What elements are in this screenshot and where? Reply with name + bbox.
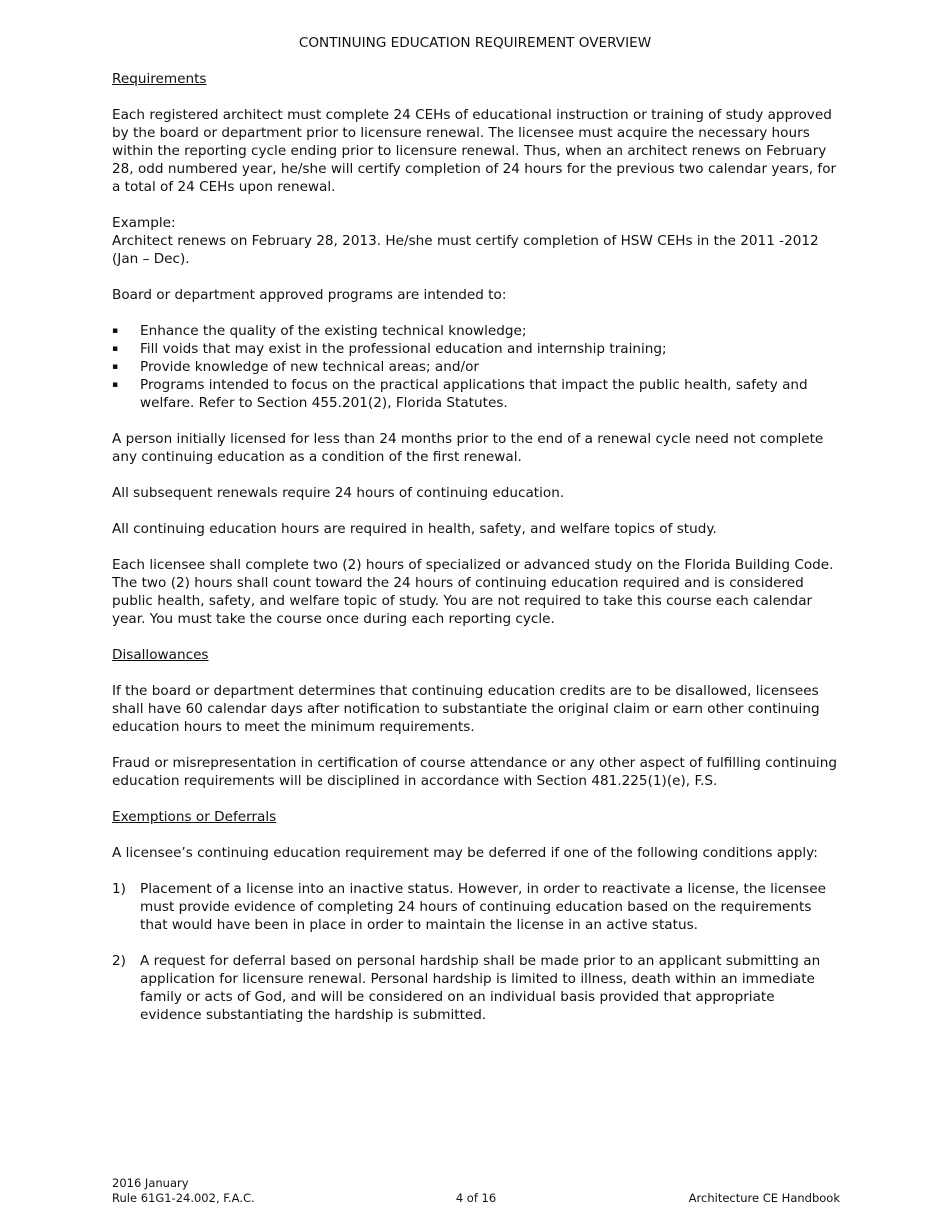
- disallowances-paragraph-2: Fraud or misrepresentation in certification of course attendance or any other aspect of fulfilling continuing education requirements will be disciplined in accordance with Section 481.225(1)(e), F.S.: [112, 755, 837, 789]
- building-code-paragraph: Each licensee shall complete two (2) hours of specialized or advanced study on the Florida Building Code. The two (2) hours shall count toward the 24 hours of continuing education required and is considered public health, safety, and welfare topic of study. You are not required to take this course each calendar year. You must take the course once during each reporting cycle.: [112, 557, 834, 627]
- footer-date: 2016 January: [112, 1176, 189, 1190]
- disallowances-paragraph-1: If the board or department determines that continuing education credits are to be disallowed, licensees shall have 60 calendar days after notification to substantiate the original claim or earn other continuing education hours to meet the minimum requirements.: [112, 683, 820, 735]
- section-heading-disallowances: Disallowances: [112, 647, 209, 663]
- hsw-paragraph: All continuing education hours are required in health, safety, and welfare topics of study.: [112, 521, 717, 537]
- bullet-icon: ▪: [112, 344, 119, 354]
- page-title: CONTINUING EDUCATION REQUIREMENT OVERVIEW: [298, 35, 652, 51]
- list-item: ▪ Fill voids that may exist in the professional education and internship training;: [112, 341, 667, 357]
- requirements-paragraph: Each registered architect must complete 24 CEHs of educational instruction or training of study approved by the board or department prior to licensure renewal. The licensee must acquire the necessary hours within the reporting cycle ending prior to licensure renewal. Thus, when an architect renews on February 28, odd numbered year, he/she will certify completion of 24 hours for the previous two calendar years, for a total of 24 CEHs upon renewal.: [112, 107, 837, 195]
- list-item: 1) Placement of a license into an inactive status. However, in order to reactivate a license, the licensee must provide evidence of completing 24 hours of continuing education based on the requirements that would have been in place in order to maintain the license in an active status.: [112, 881, 826, 933]
- exemptions-intro: A licensee’s continuing education requirement may be deferred if one of the following conditions apply:: [112, 845, 818, 861]
- subsequent-renewals-paragraph: All subsequent renewals require 24 hours of continuing education.: [112, 485, 565, 501]
- example-text: Architect renews on February 28, 2013. He/she must certify completion of HSW CEHs in the 2011 -2012 (Jan – Dec).: [112, 233, 819, 267]
- list-item: ▪ Provide knowledge of new technical areas; and/or: [112, 359, 479, 375]
- bullet-icon: ▪: [112, 326, 119, 336]
- bullet-icon: ▪: [112, 362, 119, 372]
- footer-handbook-title: Architecture CE Handbook: [688, 1191, 840, 1205]
- footer-rule: Rule 61G1-24.002, F.A.C.: [112, 1191, 255, 1205]
- section-heading-requirements: Requirements: [112, 71, 207, 87]
- page-footer: [112, 1176, 840, 1206]
- list-item: ▪ Enhance the quality of the existing technical knowledge;: [112, 323, 527, 339]
- section-heading-exemptions: Exemptions or Deferrals: [112, 809, 277, 825]
- example-label: Example:: [112, 215, 176, 231]
- list-item: 2) A request for deferral based on personal hardship shall be made prior to an applicant submitting an application for licensure renewal. Personal hardship is limited to illness, death within an immediate family or acts of God, and will be considered on an individual basis provided that appropriate evidence substantiating the hardship is submitted.: [112, 953, 821, 1023]
- list-item: ▪ Programs intended to focus on the practical applications that impact the public health, safety and welfare. Refer to Section 455.201(2), Florida Statutes.: [112, 377, 808, 411]
- deferral-conditions-list: [112, 880, 840, 1024]
- bullet-icon: ▪: [112, 380, 119, 390]
- programs-bullet-list: [112, 322, 840, 412]
- programs-intro: Board or department approved programs are intended to:: [112, 287, 507, 303]
- initial-license-paragraph: A person initially licensed for less than 24 months prior to the end of a renewal cycle need not complete any continuing education as a condition of the first renewal.: [112, 431, 824, 465]
- document-body: [112, 70, 840, 1024]
- page-number: 4 of 16: [455, 1191, 497, 1205]
